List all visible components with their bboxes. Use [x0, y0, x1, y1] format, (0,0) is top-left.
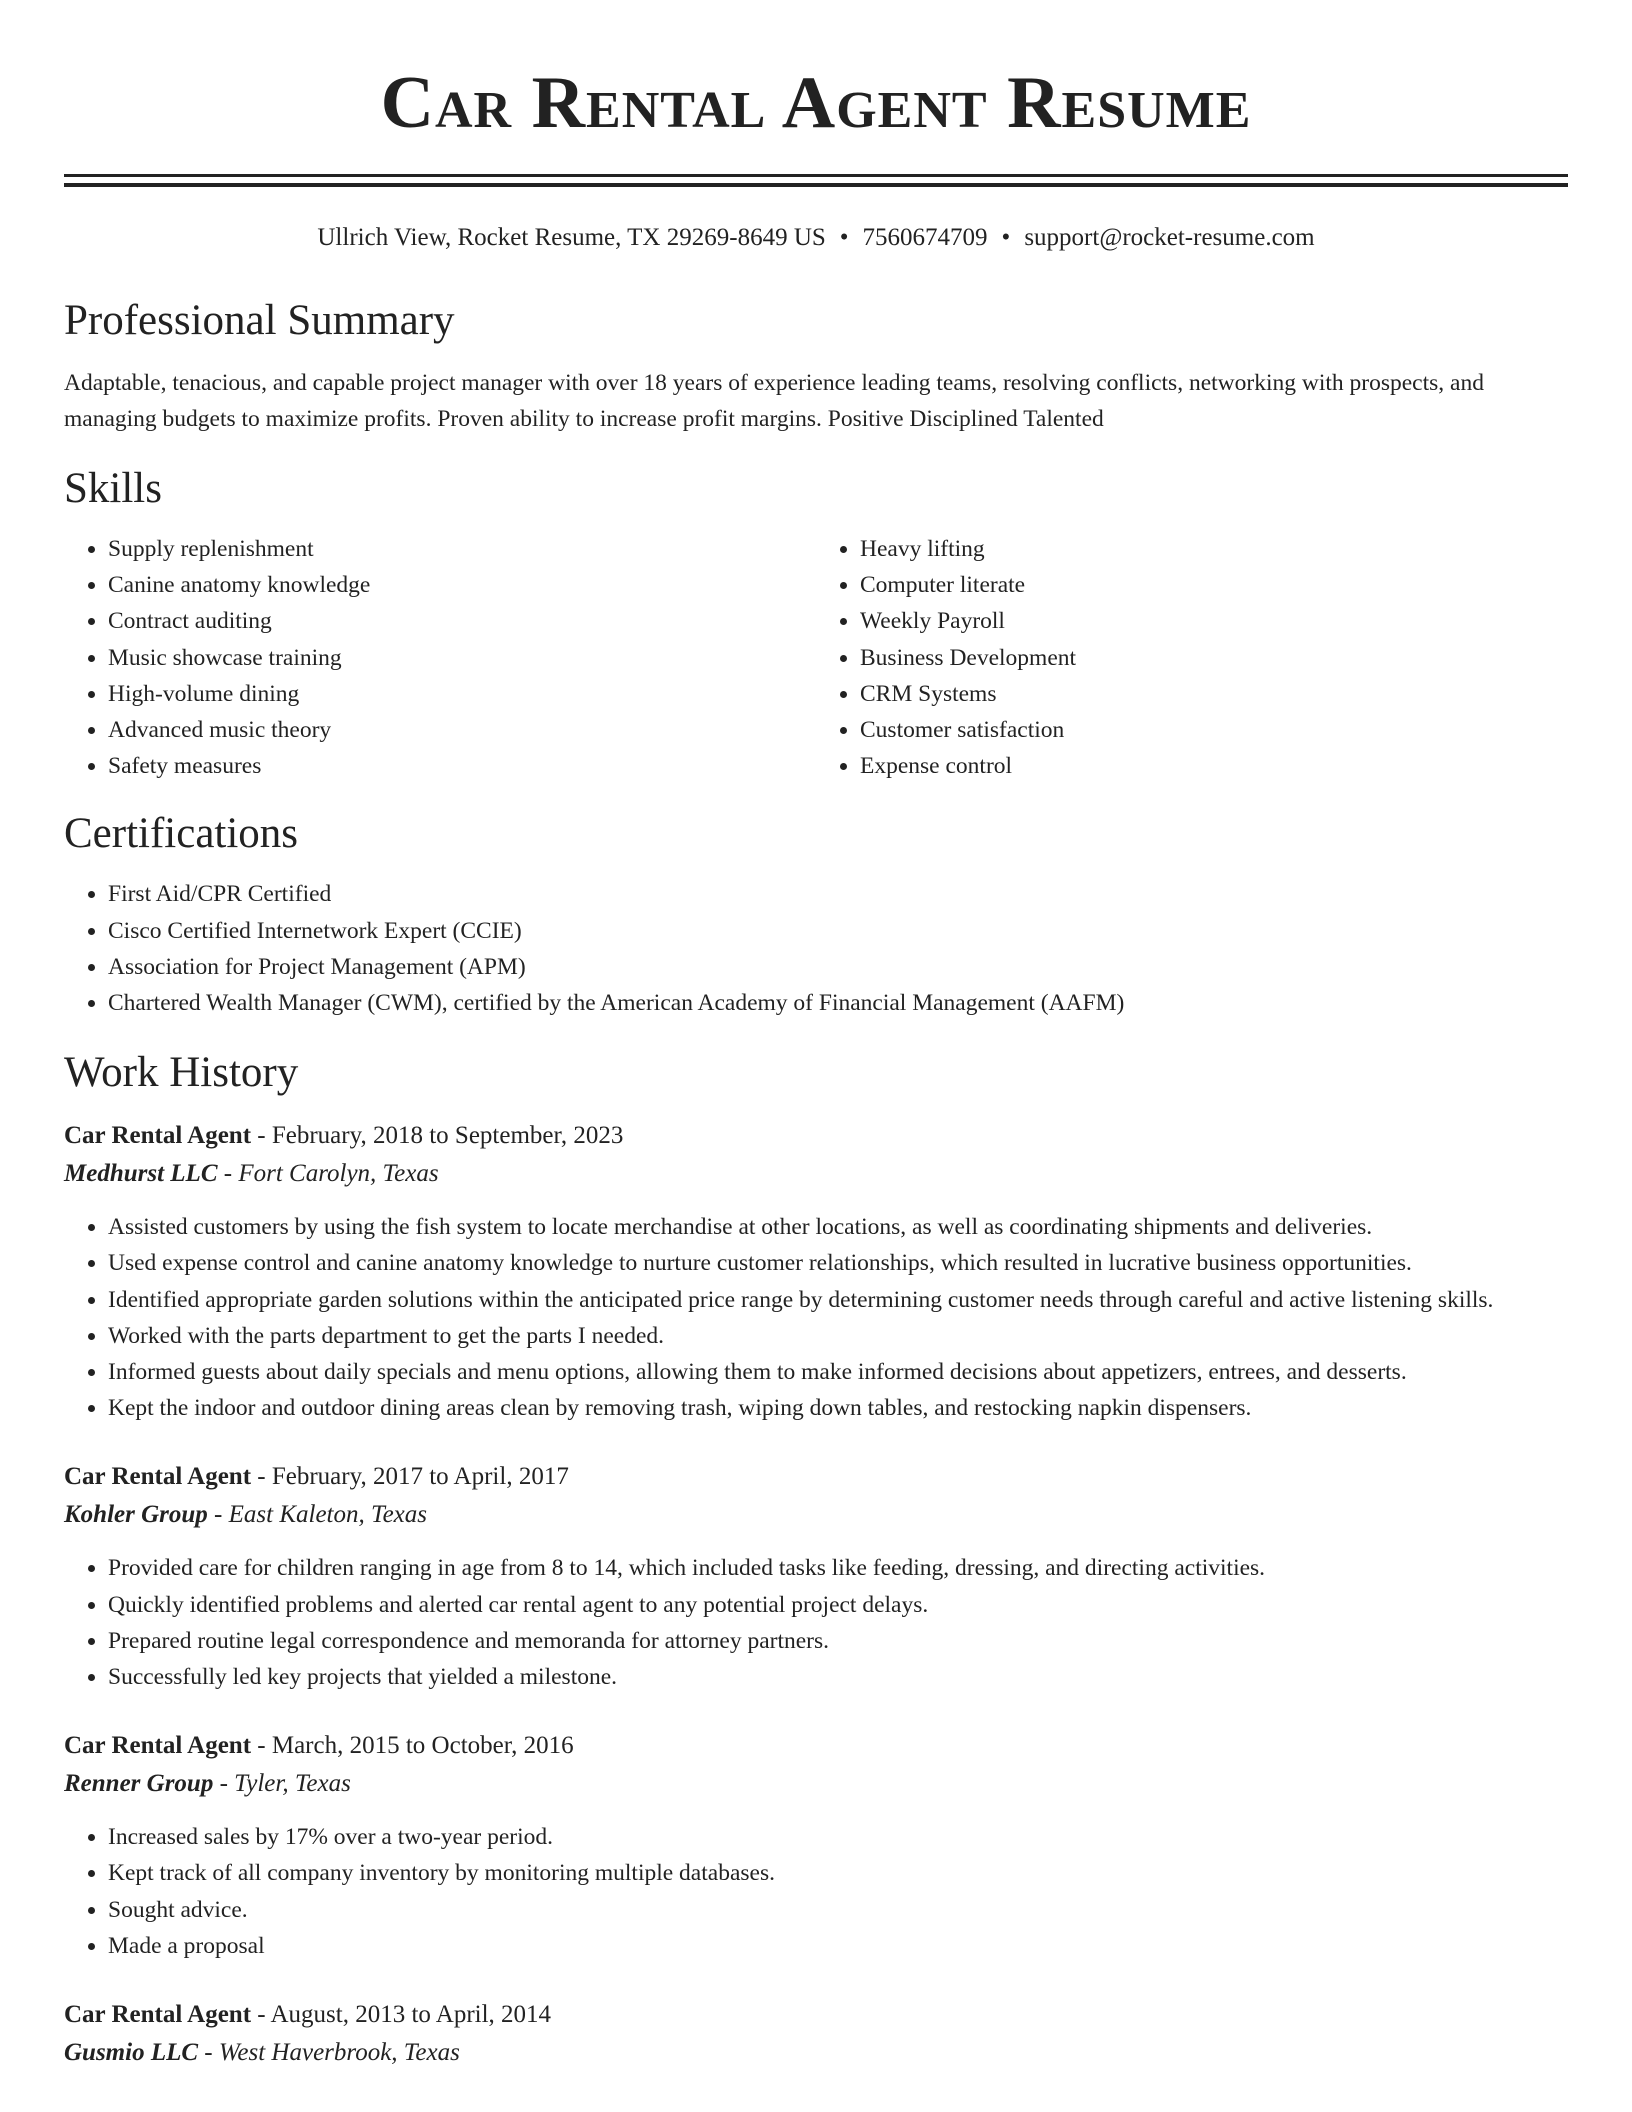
company-name: Kohler Group [64, 1501, 208, 1529]
company-line [64, 1765, 1568, 1803]
skill-item: • Expense control [860, 748, 1568, 784]
skill-item: • Computer literate [860, 567, 1568, 603]
skill-item: • Business Development [860, 640, 1568, 676]
job-title-line [64, 1727, 1568, 1765]
company-location: - Tyler, Texas [219, 1770, 351, 1798]
company-line [64, 1155, 1568, 1193]
job-bullet: • Informed guests about daily specials and menu options, allowing them to make informed decisions about appetizers, entrees, and desserts. [108, 1354, 1568, 1390]
skill-item: • Supply replenishment [108, 531, 816, 567]
certifications-heading: Certifications [64, 810, 299, 858]
skill-item: • High-volume dining [108, 676, 816, 712]
job-title: Car Rental Agent [64, 2001, 252, 2029]
work-history-heading: Work History [64, 1049, 299, 1097]
job-entry [64, 1458, 1568, 1695]
certification-item: • Cisco Certified Internetwork Expert (CCIE) [108, 913, 1568, 949]
company-name: Medhurst LLC [64, 1160, 218, 1188]
contact-separator: • [1001, 224, 1011, 251]
company-line [64, 1496, 1568, 1534]
job-title: Car Rental Agent [64, 1463, 252, 1491]
job-bullet: • Made a proposal [108, 1928, 1568, 1964]
company-location: - East Kaleton, Texas [214, 1501, 428, 1529]
job-title: Car Rental Agent [64, 1122, 252, 1150]
summary-heading: Professional Summary [64, 297, 455, 344]
certification-item: • Association for Project Management (APM) [108, 949, 1568, 985]
company-location: - West Haverbrook, Texas [204, 2039, 460, 2067]
title-divider-bottom [64, 183, 1568, 187]
contact-email: support@rocket-resume.com [1024, 224, 1315, 251]
job-bullet: • Successfully led key projects that yielded a milestone. [108, 1659, 1568, 1695]
company-name: Renner Group [64, 1770, 214, 1798]
job-bullet: • Worked with the parts department to get the parts I needed. [108, 1318, 1568, 1354]
job-bullet: • Kept the indoor and outdoor dining areas clean by removing trash, wiping down tables, and restocking napkin dispensers. [108, 1390, 1568, 1426]
job-title-line [64, 1117, 1568, 1155]
skills-heading: Skills [64, 465, 162, 512]
job-title-line [64, 1996, 1568, 2034]
contact-phone: 7560674709 [862, 224, 988, 251]
skill-item: • Music showcase training [108, 640, 816, 676]
company-line [64, 2034, 1568, 2072]
skill-item: • Heavy lifting [860, 531, 1568, 567]
skill-item: • Contract auditing [108, 603, 816, 639]
title-divider-top [64, 174, 1568, 177]
resume-title: Car Rental Agent Resume [380, 62, 1252, 144]
skill-item: • CRM Systems [860, 676, 1568, 712]
job-bullet: • Provided care for children ranging in age from 8 to 14, which included tasks like feeding, dressing, and directing activities. [108, 1550, 1568, 1586]
skills-list-right [816, 531, 1568, 784]
certification-item: • Chartered Wealth Manager (CWM), certified by the American Academy of Financial Management (AAFM) [108, 985, 1568, 1021]
job-title: Car Rental Agent [64, 1732, 252, 1760]
job-bullets [64, 1550, 1568, 1695]
job-bullet: • Assisted customers by using the fish system to locate merchandise at other locations, as well as coordinating shipments and deliveries. [108, 1209, 1568, 1245]
job-entry [64, 1996, 1568, 2072]
skills-list-left [64, 531, 816, 784]
job-bullet: • Prepared routine legal correspondence and memoranda for attorney partners. [108, 1623, 1568, 1659]
skill-item: • Weekly Payroll [860, 603, 1568, 639]
skills-columns [64, 531, 1568, 784]
job-bullet: • Kept track of all company inventory by monitoring multiple databases. [108, 1855, 1568, 1891]
job-bullets [64, 1209, 1568, 1426]
contact-separator: • [839, 224, 849, 251]
job-bullet: • Sought advice. [108, 1892, 1568, 1928]
job-bullets [64, 1819, 1568, 1964]
job-bullet: • Used expense control and canine anatomy knowledge to nurture customer relationships, which resulted in lucrative business opportunities. [108, 1245, 1568, 1281]
skill-item: • Advanced music theory [108, 712, 816, 748]
certifications-list [64, 876, 1568, 1021]
skill-item: • Safety measures [108, 748, 816, 784]
job-bullet: • Identified appropriate garden solutions within the anticipated price range by determining customer needs through careful and active listening skills. [108, 1282, 1568, 1318]
summary-text: Adaptable, tenacious, and capable project manager with over 18 years of experience leading teams, resolving conflicts, networking with prospects, and managing budgets to maximize profits. Proven ability to increase profit margins. Positive Disciplined Talented [64, 370, 1484, 432]
skill-item: • Canine anatomy knowledge [108, 567, 816, 603]
certification-item: • First Aid/CPR Certified [108, 876, 1568, 912]
job-dates: - August, 2013 to April, 2014 [257, 2001, 552, 2029]
job-entry [64, 1117, 1568, 1426]
job-dates: - February, 2018 to September, 2023 [257, 1122, 624, 1150]
contact-address: Ullrich View, Rocket Resume, TX 29269-8649 US [317, 224, 826, 251]
job-dates: - February, 2017 to April, 2017 [257, 1463, 569, 1491]
job-dates: - March, 2015 to October, 2016 [257, 1732, 574, 1760]
job-title-line [64, 1458, 1568, 1496]
company-name: Gusmio LLC [64, 2039, 199, 2067]
contact-line [64, 221, 1568, 255]
job-entry [64, 1727, 1568, 1964]
skill-item: • Customer satisfaction [860, 712, 1568, 748]
company-location: - Fort Carolyn, Texas [223, 1160, 439, 1188]
job-bullet: • Increased sales by 17% over a two-year period. [108, 1819, 1568, 1855]
job-bullet: • Quickly identified problems and alerted car rental agent to any potential project delays. [108, 1587, 1568, 1623]
